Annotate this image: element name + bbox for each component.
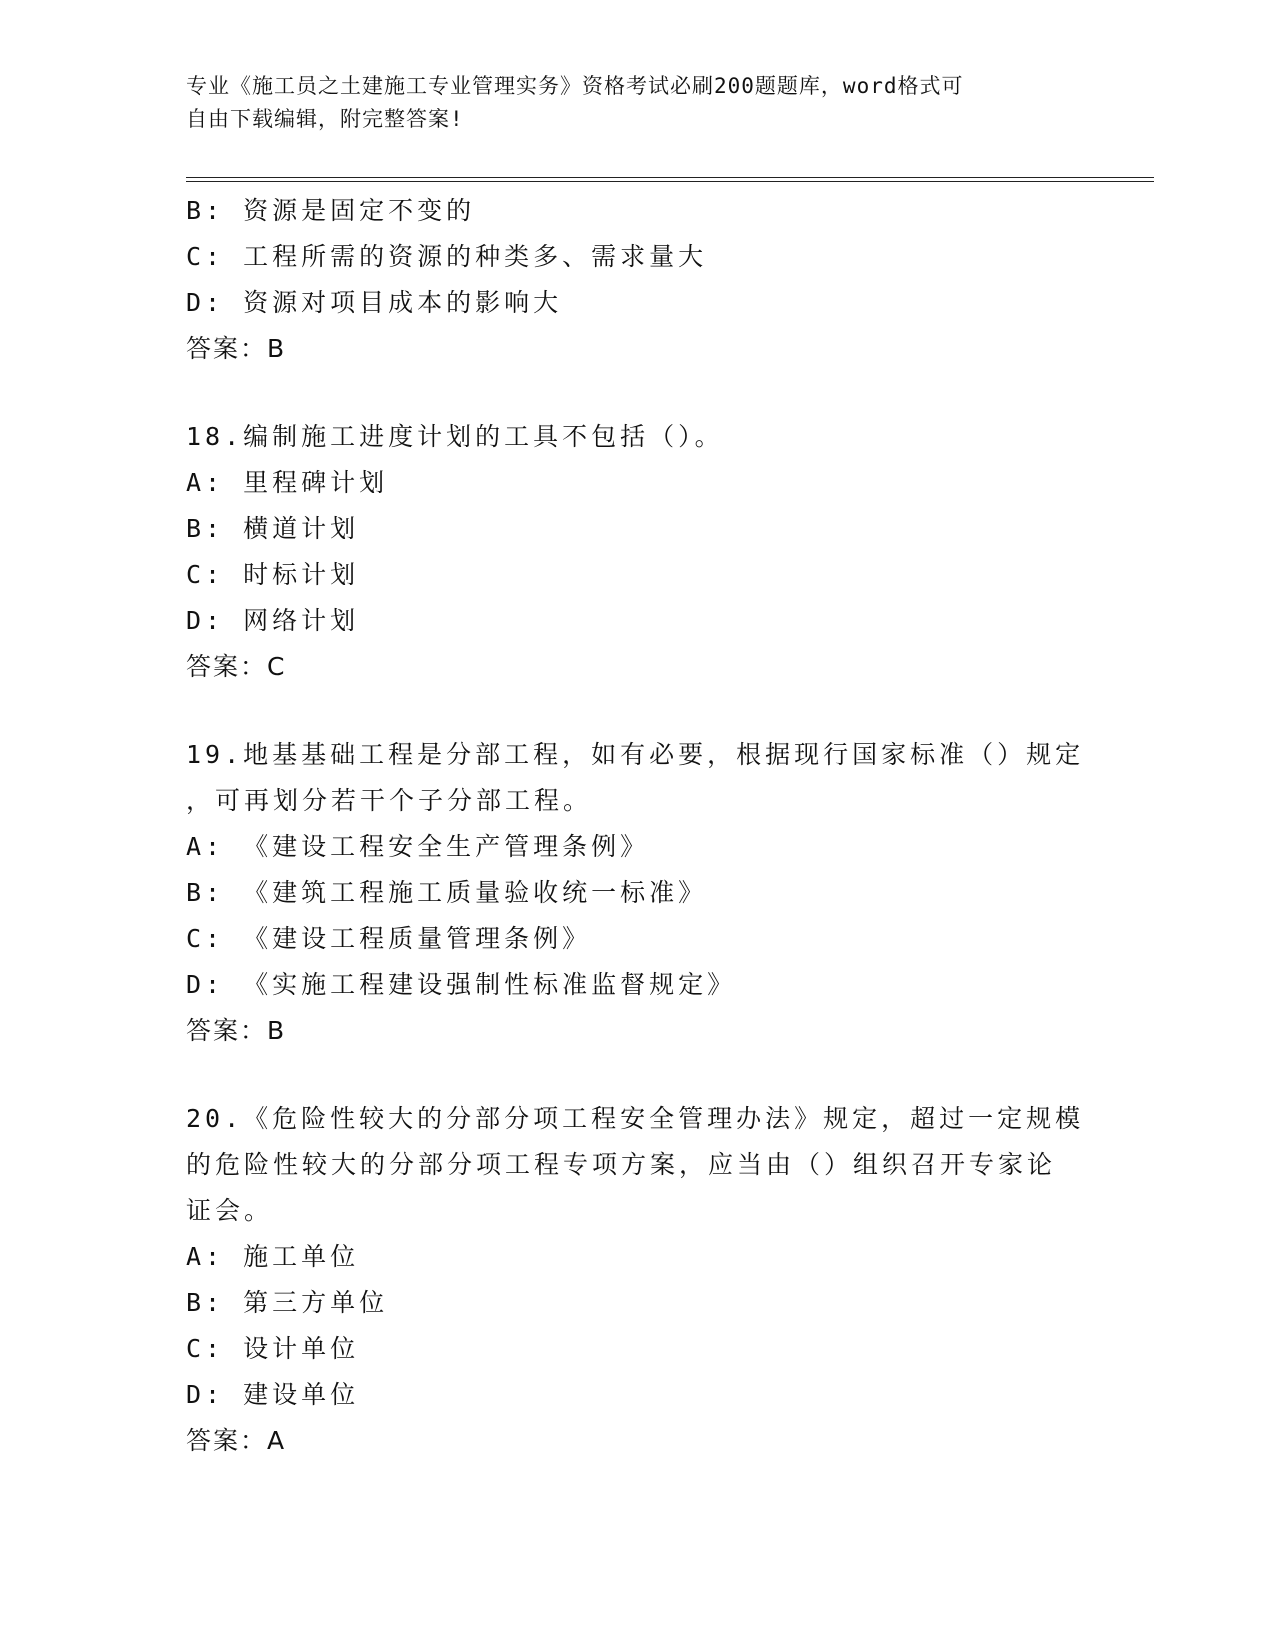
- question-text-line-2: ，可再划分若干个子分部工程。: [186, 786, 593, 815]
- question-text-line-1: 19.地基基础工程是分部工程，如有必要，根据现行国家标准（）规定: [186, 740, 1085, 769]
- option-c: C: 《建设工程质量管理条例》: [186, 924, 592, 953]
- question-17: [186, 188, 1086, 372]
- option-b: B: 资源是固定不变的: [186, 196, 476, 225]
- question-19: [186, 732, 1086, 1054]
- question-text: 18.编制施工进度计划的工具不包括（）。: [186, 422, 724, 451]
- answer-line: 答案：C: [186, 652, 287, 681]
- question-text-line-1: 20.《危险性较大的分部分项工程安全管理办法》规定，超过一定规模: [186, 1104, 1085, 1133]
- question-20: [186, 1096, 1086, 1464]
- option-a: A: 施工单位: [186, 1242, 360, 1271]
- question-text-line-2: 的危险性较大的分部分项工程专项方案，应当由（）组织召开专家论: [186, 1150, 1057, 1179]
- option-c: C: 工程所需的资源的种类多、需求量大: [186, 242, 708, 271]
- option-a: A: 《建设工程安全生产管理条例》: [186, 832, 650, 861]
- option-b: B: 第三方单位: [186, 1288, 389, 1317]
- option-a: A: 里程碑计划: [186, 468, 389, 497]
- header-line-2: 自由下载编辑，附完整答案!: [186, 107, 464, 131]
- answer-line: 答案：A: [186, 1426, 287, 1455]
- question-text-line-3: 证会。: [186, 1196, 274, 1225]
- question-18: [186, 414, 1086, 690]
- answer-line: 答案：B: [186, 1016, 287, 1045]
- answer-line: 答案：B: [186, 334, 287, 363]
- document-header: [186, 70, 1066, 136]
- option-c: C: 时标计划: [186, 560, 360, 589]
- option-d: D: 资源对项目成本的影响大: [186, 288, 563, 317]
- option-b: B: 横道计划: [186, 514, 360, 543]
- option-d: D: 建设单位: [186, 1380, 360, 1409]
- option-b: B: 《建筑工程施工质量验收统一标准》: [186, 878, 708, 907]
- header-line-1: 专业《施工员之土建施工专业管理实务》资格考试必刷200题题库，word格式可: [186, 74, 964, 98]
- option-d: D: 《实施工程建设强制性标准监督规定》: [186, 970, 737, 999]
- option-c: C: 设计单位: [186, 1334, 360, 1363]
- question-list: [186, 188, 1086, 1464]
- option-d: D: 网络计划: [186, 606, 360, 635]
- header-divider: [186, 177, 1154, 182]
